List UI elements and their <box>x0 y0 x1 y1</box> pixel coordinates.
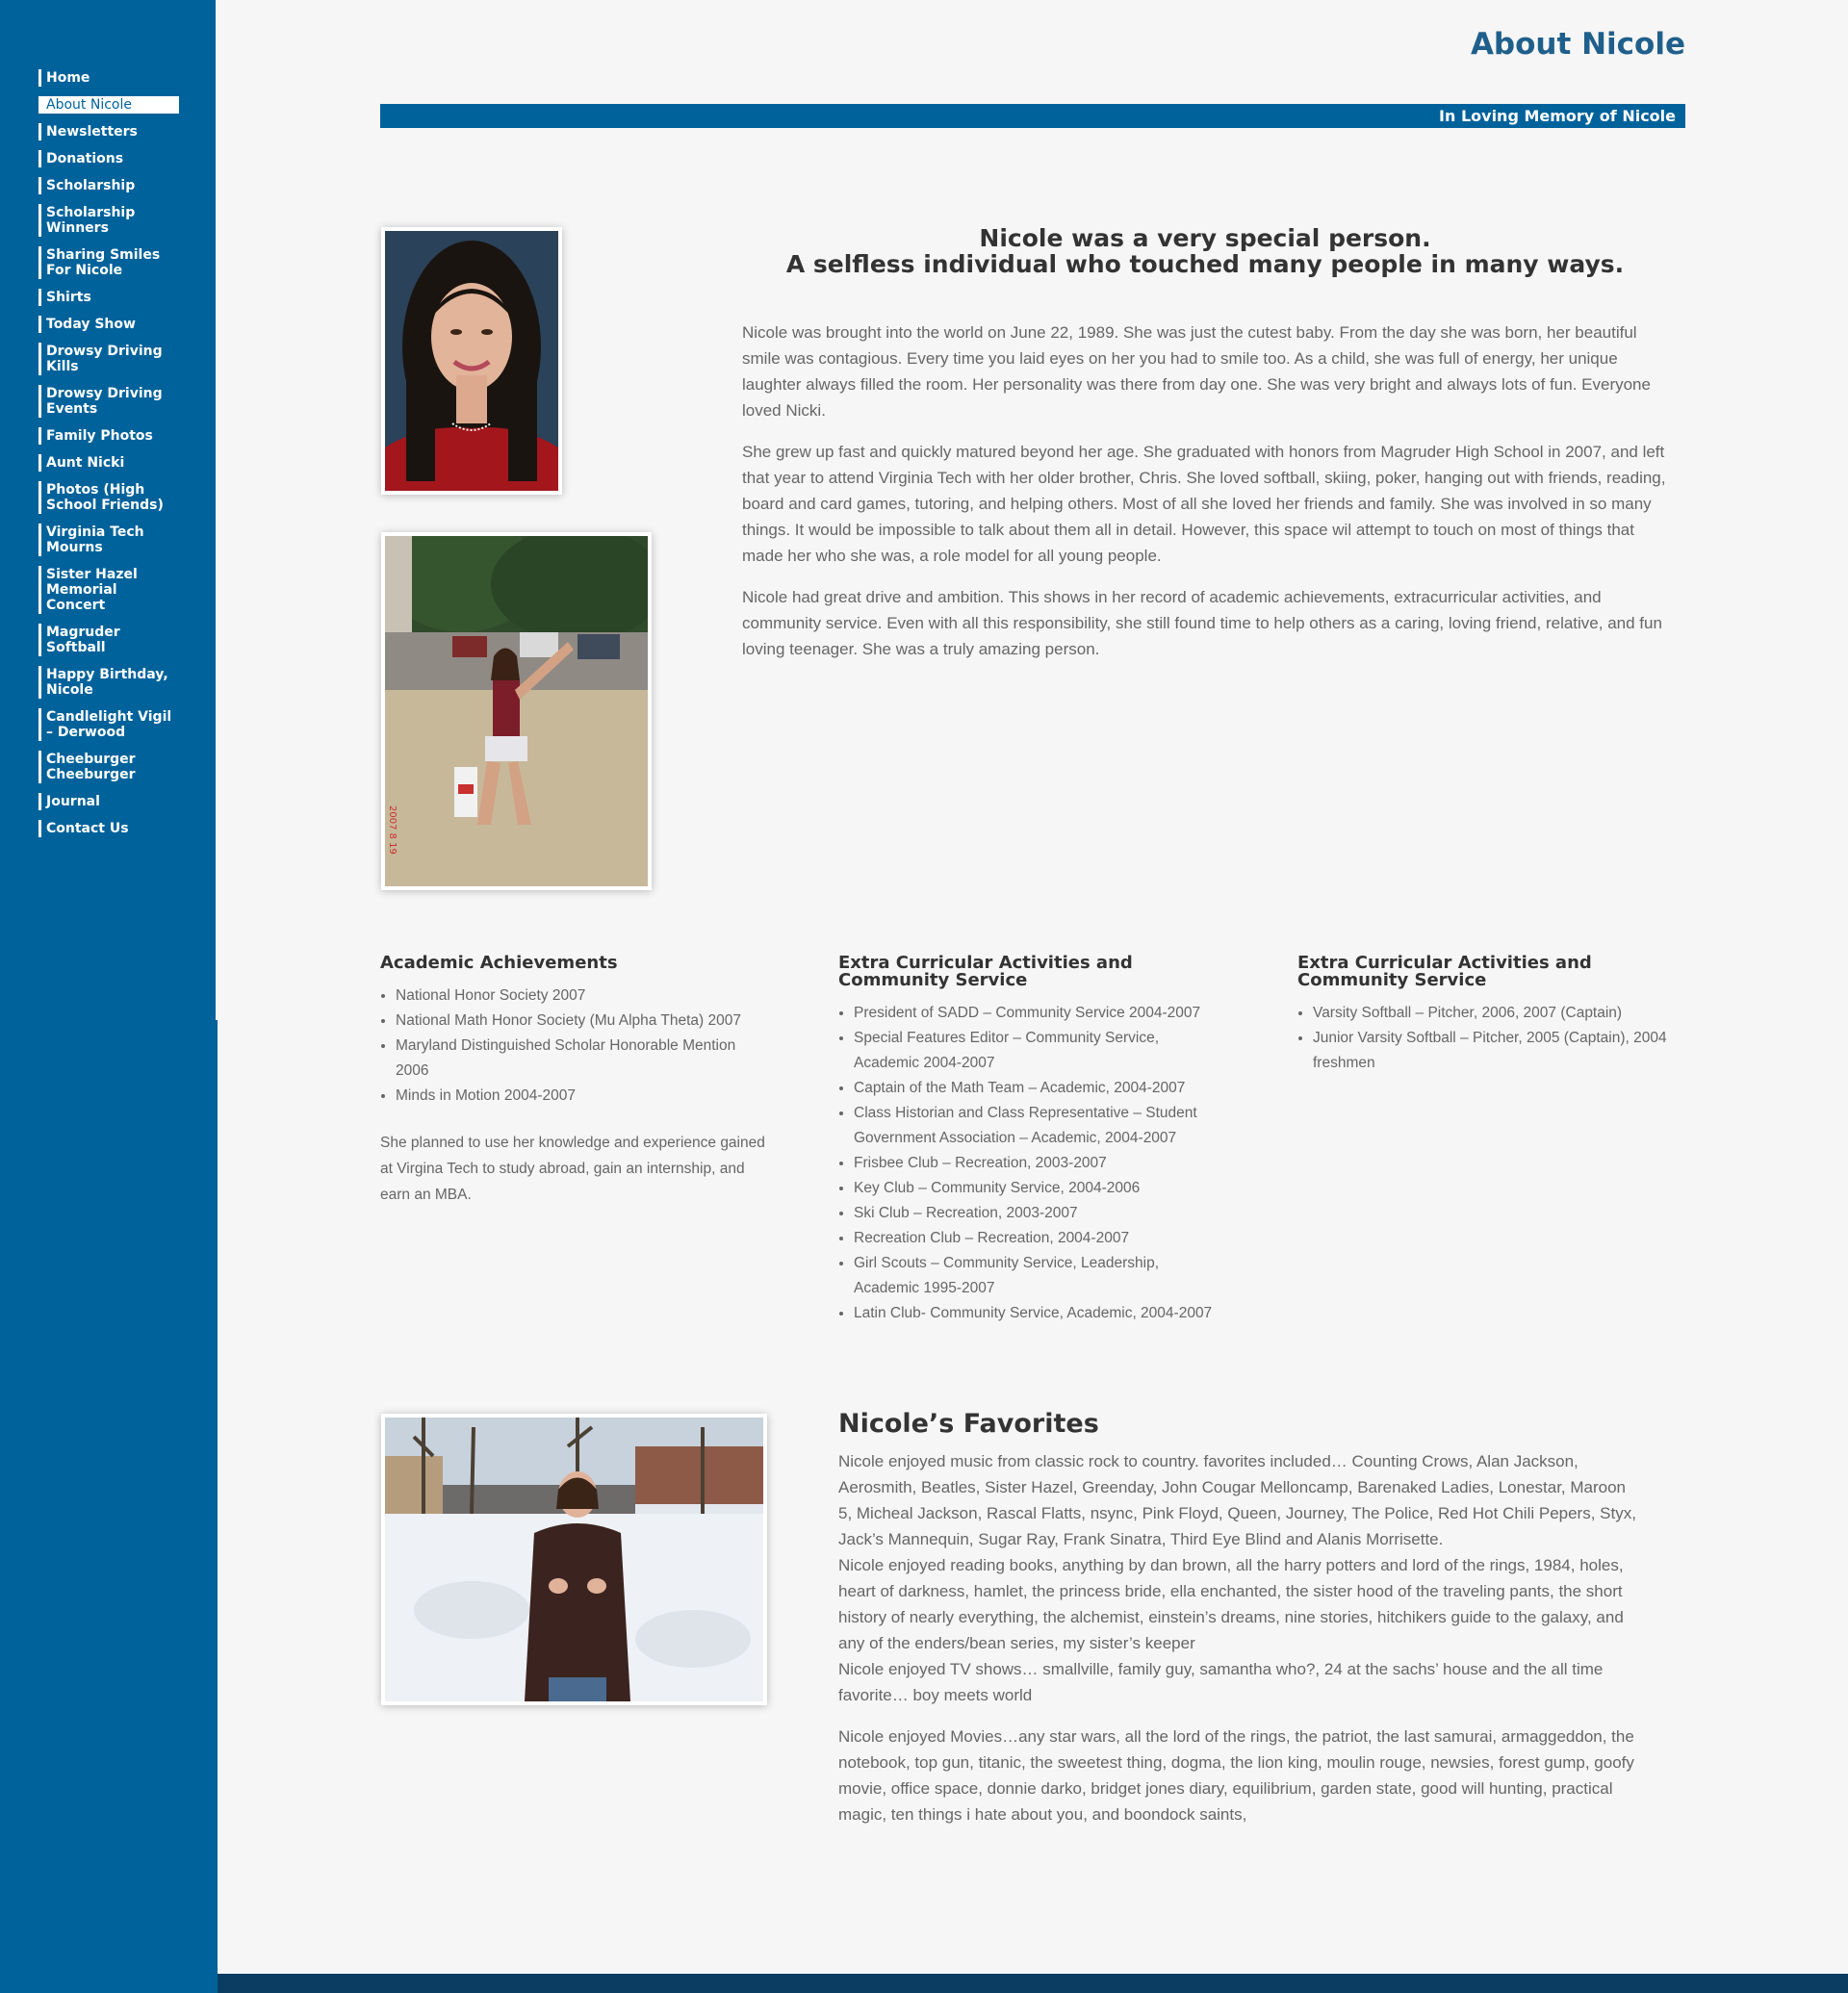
list-item: • Captain of the Math Team – Academic, 2004-2007 <box>854 1076 1223 1101</box>
portrait-photo <box>381 227 562 495</box>
page-title: About Nicole <box>1470 27 1685 62</box>
sidebar-item-contact-us[interactable]: Contact Us <box>38 820 179 837</box>
sidebar <box>0 0 218 1993</box>
list-item: • President of SADD – Community Service 2004-2007 <box>854 1001 1223 1026</box>
sidebar-item-cheeburger[interactable]: Cheeburger Cheeburger <box>38 751 179 783</box>
list-item: • Maryland Distinguished Scholar Honorable Mention 2006 <box>396 1034 765 1084</box>
sidebar-item-donations[interactable]: Donations <box>38 150 179 167</box>
list-item: • Class Historian and Class Representative – Student Government Association – Academic, 2004-2007 <box>854 1101 1223 1151</box>
list-item: • National Honor Society 2007 <box>396 984 765 1009</box>
academic-list <box>380 984 765 1109</box>
list-item: • Latin Club- Community Service, Academic, 2004-2007 <box>854 1301 1223 1326</box>
intro-heading-line-2: A selfless individual who touched many people in many ways. <box>785 250 1625 278</box>
extracurricular-section-2 <box>1297 955 1682 1076</box>
intro-paragraph: Nicole was brought into the world on June 22, 1989. She was just the cutest baby. From the day she was born, her beautiful smile was contagious. Every time you laid eyes on her you had to smile too. As a child, she was full of energy, her unique laughter always filled the room. Her personality was there from day one. She was very bright and always lots of fun. Everyone loved Nicki. <box>742 323 1651 420</box>
favorites-tv: Nicole enjoyed TV shows… smallville, family guy, samantha who?, 24 at the sachs’ house and the all time favorite… boy meets world <box>838 1660 1604 1704</box>
sidebar-item-family-photos[interactable]: Family Photos <box>38 427 179 445</box>
sidebar-item-about-nicole[interactable]: About Nicole <box>38 96 179 114</box>
list-item: • Junior Varsity Softball – Pitcher, 2005 (Captain), 2004 freshmen <box>1313 1026 1682 1076</box>
extracurricular-list-2 <box>1297 1001 1682 1076</box>
intro-paragraph: She grew up fast and quickly matured beyond her age. She graduated with honors from Magruder High School in 2007, and left that year to attend Virginia Tech with her older brother, Chris. She loved softball, skiing, poker, hanging out with friends, reading, board and card games, tutoring, and helping others. Most of all she loved her friends and family. She was involved in so many things. It would be impossible to talk about them all in detail. However, this space wil attempt to touch on most of things that made her who she was, a role model for all young people. <box>742 443 1666 565</box>
list-item: • Minds in Motion 2004-2007 <box>396 1084 765 1109</box>
sidebar-item-today-show[interactable]: Today Show <box>38 316 179 333</box>
extracurricular-list-1 <box>838 1001 1223 1326</box>
sidebar-item-scholarship-winners[interactable]: Scholarship Winners <box>38 204 179 237</box>
sidebar-item-drowsy-driving-kills[interactable]: Drowsy Driving Kills <box>38 343 179 375</box>
extracurricular-title-2: Extra Curricular Activities and Community Service <box>1297 953 1592 990</box>
sidebar-item-happy-birthday[interactable]: Happy Birthday, Nicole <box>38 666 179 699</box>
list-item: • Recreation Club – Recreation, 2004-2007 <box>854 1226 1223 1251</box>
list-item: • Key Club – Community Service, 2004-2006 <box>854 1176 1223 1201</box>
academic-title: Academic Achievements <box>380 953 618 973</box>
sidebar-item-sharing-smiles[interactable]: Sharing Smiles For Nicole <box>38 246 179 279</box>
sidebar-item-virginia-tech-mourns[interactable]: Virginia Tech Mourns <box>38 524 179 556</box>
sidebar-item-scholarship[interactable]: Scholarship <box>38 177 179 194</box>
intro-paragraph: Nicole had great drive and ambition. This shows in her record of academic achievements, extracurricular activities, and community service. Even with all this responsibility, she still found time to help others as a caring, loving friend, relative, and fun loving teenager. She was a truly amazing person. <box>742 588 1662 658</box>
sidebar-item-aunt-nicki[interactable]: Aunt Nicki <box>38 454 179 472</box>
svg-text:2007 8 19: 2007 8 19 <box>387 805 398 855</box>
sidebar-item-journal[interactable]: Journal <box>38 793 179 810</box>
sidebar-item-shirts[interactable]: Shirts <box>38 289 179 306</box>
favorites-title: Nicole’s Favorites <box>838 1409 1099 1439</box>
list-item: • Ski Club – Recreation, 2003-2007 <box>854 1201 1223 1226</box>
sidebar-item-drowsy-driving-events[interactable]: Drowsy Driving Events <box>38 385 179 418</box>
list-item: • Girl Scouts – Community Service, Leadership, Academic 1995-2007 <box>854 1251 1223 1301</box>
intro-text <box>742 319 1671 677</box>
list-item: • National Math Honor Society (Mu Alpha Theta) 2007 <box>396 1009 765 1034</box>
sidebar-nav <box>38 69 179 847</box>
extracurricular-title-1: Extra Curricular Activities and Community Service <box>838 953 1133 990</box>
extracurricular-section-1 <box>838 955 1223 1326</box>
academic-section <box>380 955 765 1208</box>
intro-heading <box>770 225 1640 277</box>
snow-photo <box>381 1414 767 1705</box>
outdoor-photo <box>381 532 652 890</box>
sidebar-item-magruder-softball[interactable]: Magruder Softball <box>38 624 179 656</box>
list-item: • Varsity Softball – Pitcher, 2006, 2007 (Captain) <box>1313 1001 1682 1026</box>
list-item: • Special Features Editor – Community Service, Academic 2004-2007 <box>854 1026 1223 1076</box>
list-item: • Frisbee Club – Recreation, 2003-2007 <box>854 1151 1223 1176</box>
sidebar-item-newsletters[interactable]: Newsletters <box>38 123 179 141</box>
sidebar-item-sister-hazel[interactable]: Sister Hazel Memorial Concert <box>38 566 179 614</box>
memorial-banner: In Loving Memory of Nicole <box>380 104 1685 128</box>
footer-bar <box>218 1974 1848 1993</box>
sidebar-edge <box>216 0 218 1020</box>
favorites-text <box>838 1448 1637 1827</box>
favorites-books: Nicole enjoyed reading books, anything by dan brown, all the harry potters and lord of the rings, 1984, holes, heart of darkness, hamlet, the princess bride, ella enchanted, the sister hood of the traveling pants, the short history of nearly everything, the alchemist, einstein’s dreams, nine stories, hitchikers guide to the galaxy, and any of the enders/bean series, my sister’s keeper <box>838 1556 1624 1652</box>
academic-note: She planned to use her knowledge and experience gained at Virgina Tech to study abroad, gain an internship, and earn an MBA. <box>380 1135 765 1203</box>
favorites-music: Nicole enjoyed music from classic rock to country. favorites included… Counting Crows, Alan Jackson, Aerosmith, Beatles, Sister Hazel, Greenday, John Cougar Melloncamp, Barenaked Ladies, Lonestar, Maroon 5, Micheal Jackson, Rascal Flatts, nsync, Pink Floyd, Queen, Journey, The Police, Red Hot Chili Pepers, Styx, Jack’s Mannequin, Sugar Ray, Frank Sinatra, Third Eye Blind and Alanis Morrisette. <box>838 1452 1636 1548</box>
intro-heading-line-1: Nicole was a very special person. <box>979 224 1431 252</box>
sidebar-item-home[interactable]: Home <box>38 69 179 87</box>
sidebar-item-photos-friends[interactable]: Photos (High School Friends) <box>38 481 179 514</box>
sidebar-item-candlelight-vigil[interactable]: Candlelight Vigil – Derwood <box>38 708 179 741</box>
favorites-movies: Nicole enjoyed Movies…any star wars, all the lord of the rings, the patriot, the last samurai, armaggeddon, the notebook, top gun, titanic, the sweetest thing, dogma, the lion king, moulin rouge, newsies, forest gump, goofy movie, office space, donnie darko, bridget jones diary, equilibrium, garden state, good will hunting, practical magic, ten things i hate about you, and boondock saints, <box>838 1727 1634 1824</box>
